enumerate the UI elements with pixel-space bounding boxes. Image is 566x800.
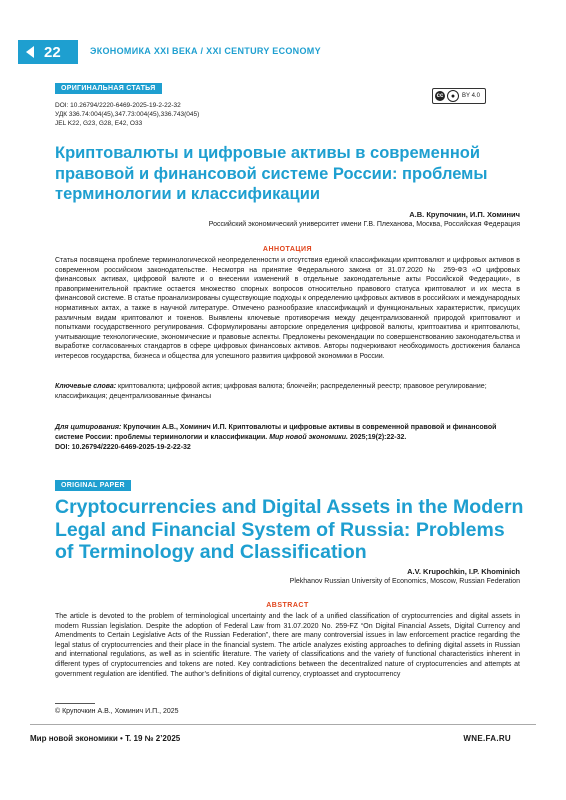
person-icon: ●: [447, 90, 459, 102]
article-type-label-ru: ОРИГИНАЛЬНАЯ СТАТЬЯ: [55, 83, 162, 94]
doi[interactable]: DOI: 10.26794/2220-6469-2025-19-2-22-32: [55, 102, 181, 109]
footer-divider: [30, 724, 536, 725]
keywords-ru: [55, 382, 520, 401]
abstract-ru: Статья посвящена проблеме терминологической неопределенности и отсутствия единой классификации криптовалют и цифровых активов в современном российском законодательстве. Несмотря на принятие Федерального закона от 31.07.2020 № 259-ФЗ «О цифровых финансовых активах, цифровой валюте и о внесении изменений в отдельные законодательные акты Российской Федерации», в правоприменительной практике остается множество спорных вопросов относительно правового статуса криптовалют и их места в финансовой системе. В статье проанализированы существующие подходы к определению цифровых активов в российских и международных нормативных актах, а также в научной литературе. Отмечено разнообразие классификаций и функциональных характеристик, присущих различным видам криптовалют и токенов. Выявлены ключевые противоречия между децентрализованной природой криптовалют и попытками государственного регулирования. Сформулированы авторские определения цифровой валюты, криптоактива и криптовалюты, учитывающие технологические, экономические и правовые аспекты. Предложены рекомендации по совершенствованию законодательства и выработке согласованных стандартов в сфере цифровых финансовых активов. Авторы подчеркивают необходимость достижения баланса интересов государства, бизнеса и общества для успешного развития цифровой экономики в России.: [55, 257, 520, 360]
license-label: BY 4.0: [462, 93, 480, 99]
copyright: © Крупочкин А.В., Хоминич И.П., 2025: [55, 708, 179, 715]
article-meta: [55, 101, 199, 128]
cite-text: Крупочкин А.В., Хоминич И.П. Криптовалюты и цифровые активы в современной правовой и финансовой системе России: проблемы терминологии и классификации.: [55, 424, 497, 441]
cite-label: Для цитирования:: [55, 424, 122, 431]
arrow-left-icon: [26, 46, 34, 58]
udk: УДК 336.74:004(45),347.73:004(45),336.743(045): [55, 111, 200, 118]
cc-icon: cc: [436, 93, 444, 99]
page-number-tab: [18, 40, 78, 64]
keywords-text: криптовалюта; цифровой актив; цифровая валюта; блокчейн; распределенный реестр; правовое регулирование; классификация; децентрализованные финансы: [55, 383, 487, 400]
abstract-heading-en: ABSTRACT: [266, 602, 309, 609]
page-number: 22: [44, 43, 61, 61]
affiliation-ru: Российский экономический университет имени Г.В. Плеханова, Москва, Российская Федерация: [208, 221, 520, 228]
footnote-divider: [55, 703, 95, 704]
authors-ru: А.В. Крупочкин, И.П. Хоминич: [409, 210, 520, 219]
article-type-label-en: ORIGINAL PAPER: [55, 480, 131, 491]
citation-ru: [55, 423, 520, 452]
abstract-en: The article is devoted to the problem of terminological uncertainty and the lack of a unified classification of cryptocurrencies and digital assets in modern Russian legislation. Despite the adoption of Federal Law from 31.07.2020 No. 259-FZ “On Digital Financial Assets, Digital Currency and Amendments to Certain Legislative Acts of the Russian Federation”, there are many controversial issues in law enforcement practice regarding the legal status of cryptocurrencies and their place in the financial system. The article analyzes existing approaches to defining digital assets in Russian and international regulations, as well as in scientific literature. The variety of classifications and the variety of functional characteristics inherent in different types of cryptocurrencies and tokens are noted. Key contradictions between the decentralized nature of cryptocurrencies and attempts at government regulation are identified. The author’s definitions of digital currency, cryptoasset and cryptocurrency: [55, 613, 520, 678]
footer-website[interactable]: WNE.FA.RU: [463, 734, 511, 743]
keywords-label: Ключевые слова:: [55, 383, 117, 390]
cite-journal: Мир новой экономики.: [269, 433, 348, 441]
cite-doi[interactable]: DOI: 10.26794/2220-6469-2025-19-2-22-32: [55, 443, 191, 451]
title-en: Cryptocurrencies and Digital Assets in the Modern Legal and Financial System of Russia: Problems of Terminology and Classification: [55, 496, 524, 563]
jel: JEL K22, G23, G28, E42, O33: [55, 120, 143, 127]
journal-header: ЭКОНОМИКА XXI ВЕКА / XXI CENTURY ECONOMY: [90, 46, 321, 56]
title-ru: Криптовалюты и цифровые активы в современной правовой и финансовой системе России: проблемы терминологии и классификации: [55, 144, 488, 203]
affiliation-en: Plekhanov Russian University of Economics, Moscow, Russian Federation: [289, 578, 520, 585]
abstract-heading-ru: АННОТАЦИЯ: [262, 246, 313, 253]
footer-journal: Мир новой экономики • Т. 19 № 2’2025: [30, 734, 181, 743]
cc-license-badge[interactable]: [432, 88, 486, 104]
cite-tail: 2025;19(2):22-32.: [349, 433, 407, 441]
authors-en: A.V. Krupochkin, I.P. Khominich: [407, 567, 520, 576]
